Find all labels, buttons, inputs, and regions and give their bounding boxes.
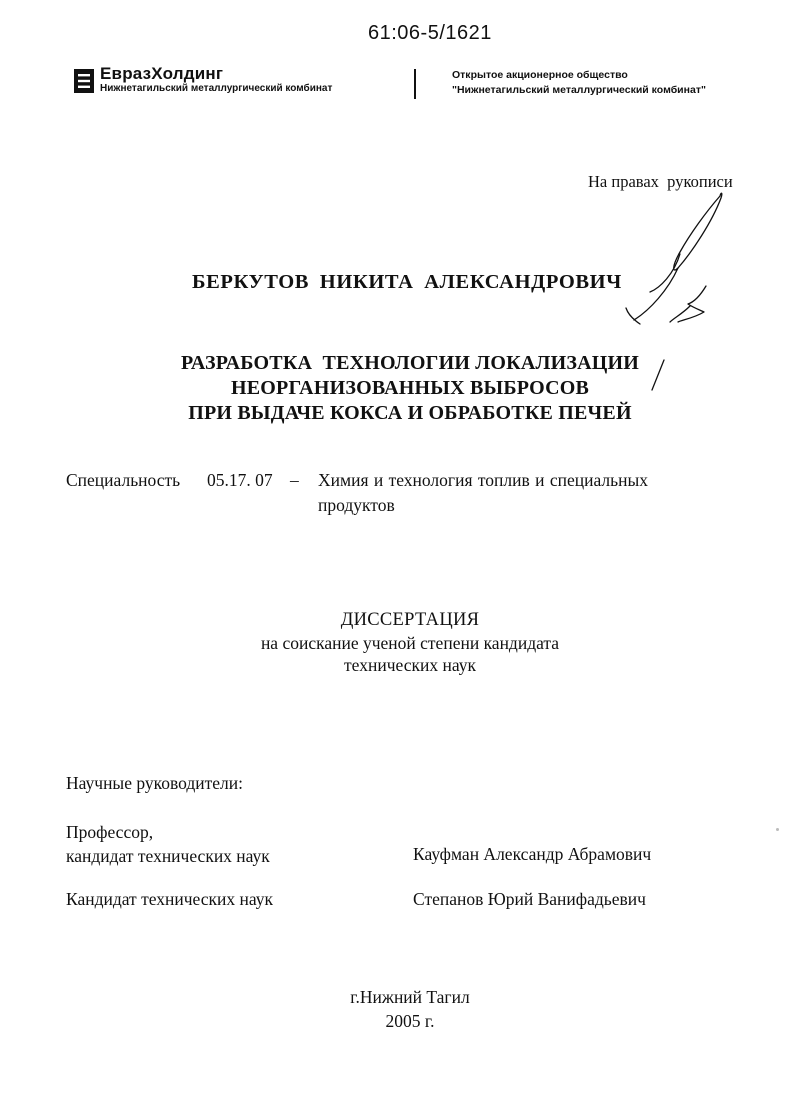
year: 2005 г. xyxy=(385,1011,435,1031)
rights-note: На правах рукописи xyxy=(588,172,733,191)
brand-subtitle: Нижнетагильский металлургический комбинат xyxy=(100,83,333,94)
advisor2-name: Степанов Юрий Ванифадьевич xyxy=(413,889,646,909)
specialty-label: Специальность xyxy=(66,470,181,490)
advisor1-degree: кандидат технических наук xyxy=(66,846,270,866)
evraz-logo-icon xyxy=(74,69,94,93)
company-name: "Нижнетагильский металлургический комбинат" xyxy=(452,84,706,96)
title-line: ПРИ ВЫДАЧЕ КОКСА И ОБРАБОТКЕ ПЕЧЕЙ xyxy=(188,402,632,424)
advisor1-rank xyxy=(66,820,270,868)
specialty-dash: – xyxy=(290,470,299,490)
archive-code: 61:06-5/1621 xyxy=(368,22,492,44)
title-line: НЕОРГАНИЗОВАННЫХ ВЫБРОСОВ xyxy=(230,377,590,399)
specialty-code: 05.17. 07 xyxy=(207,470,273,490)
dissertation-title xyxy=(100,351,720,426)
specialty-name-continued: продуктов xyxy=(318,495,395,515)
place-year xyxy=(200,985,620,1033)
specialty-name: Химия и технология топлив и специальных xyxy=(318,470,649,490)
brand-name: ЕвразХолдинг xyxy=(100,64,224,83)
advisor2-rank: Кандидат технических наук xyxy=(66,889,274,909)
header-divider xyxy=(414,69,416,99)
dissertation-block xyxy=(200,608,620,676)
dissertation-type: ДИССЕРТАЦИЯ xyxy=(340,610,480,630)
degree-line: на соискание ученой степени кандидата xyxy=(260,633,560,653)
advisor1-name: Кауфман Александр Абрамович xyxy=(413,844,652,864)
author-name: БЕРКУТОВ НИКИТА АЛЕКСАНДРОВИЧ xyxy=(192,271,622,293)
scan-artifact xyxy=(776,828,779,831)
advisors-label: Научные руководители: xyxy=(66,773,243,793)
place: г.Нижний Тагил xyxy=(350,987,470,1007)
title-line: РАЗРАБОТКА ТЕХНОЛОГИИ ЛОКАЛИЗАЦИИ xyxy=(180,352,640,374)
company-type: Открытое акционерное общество xyxy=(452,69,628,81)
degree-field: технических наук xyxy=(344,655,476,675)
advisor1-title: Профессор, xyxy=(66,822,154,842)
